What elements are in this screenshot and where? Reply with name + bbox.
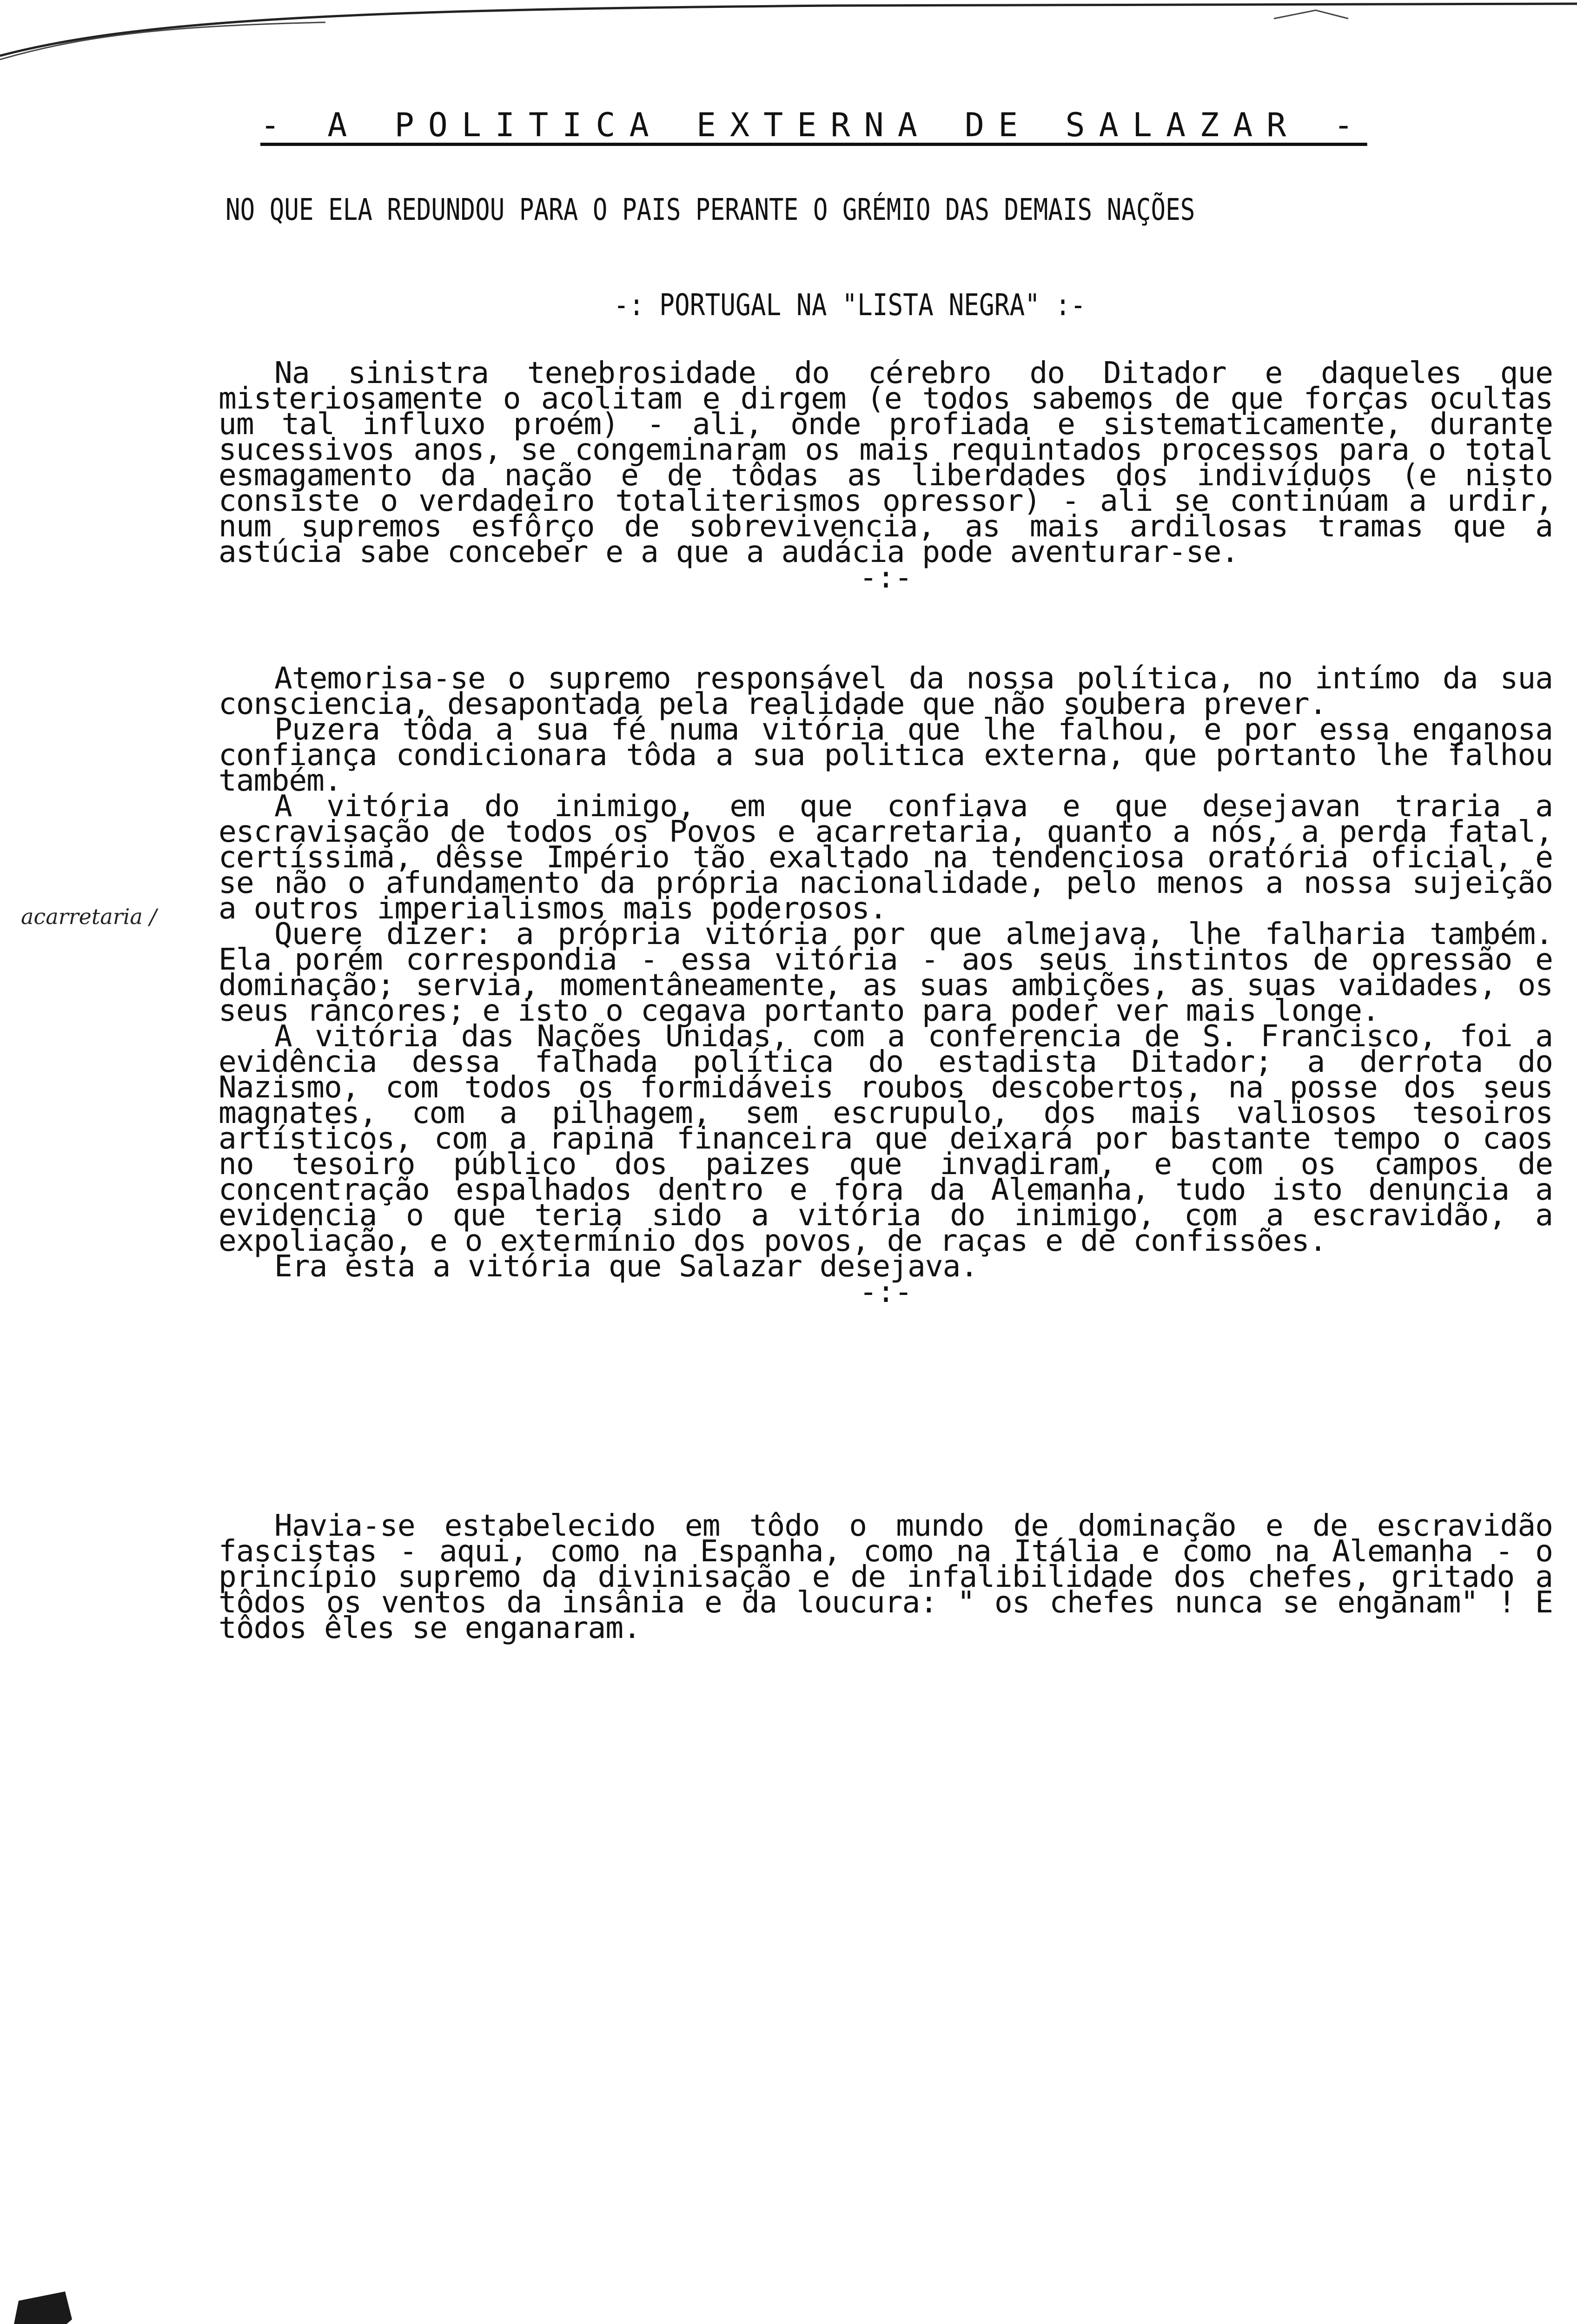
paragraph: Atemorisa-se o supremo responsável da nossa política, no intímo da sua consciencia, desapontada pela realidade que não soubera prever.	[219, 661, 1553, 721]
section-heading: -: PORTUGAL NA "LISTA NEGRA" :-	[614, 288, 1086, 323]
separator: -:-	[859, 1274, 912, 1309]
paragraph: Na sinistra tenebrosidade do cérebro do Ditador e daqueles que misteriosamente o acolitam e dirgem (e todos sabemos de que forças ocultas um tal influxo proém) - ali, onde profiada e sistematicamente, durante sucessivos anos, se congeminaram os mais requintados processos para o total esmagamento da nação e de tôdas as liberdades dos indivíduos (e nisto consiste o verdadeiro totaliterismos opressor) - ali se continúam a urdir, num supremos esfôrço de sobrevivencia, as mais ardilosas tramas que a astúcia sabe conceber e a que a audácia pode aventurar-se.	[219, 356, 1553, 569]
paragraph: Era esta a vitória que Salazar desejava.	[274, 1249, 978, 1284]
paragraph: A vitória das Nações Unidas, com a conferencia de S. Francisco, foi a evidência dessa falhada política do estadista Ditador; a derrota do Nazismo, com todos os formidáveis roubos descobertos, na posse dos seus magnates, com a pilhagem, sem escrupulo, dos mais valiosos tesoiros artísticos, com a rapina financeira que deixará por bastante tempo o caos no tesoiro público dos paizes que invadiram, e com os campos de concentração espalhados dentro e fora da Alemanha, tudo isto denuncia a evidencia o que teria sido a vitória do inimigo, com a escravidão, a expoliação, e o extermínio dos povos, de raças e de confissões.	[219, 1019, 1553, 1258]
scan-blot-artifact	[14, 2291, 74, 2324]
paragraph: Puzera tôda a sua fé numa vitória que lhe falhou, e por essa enganosa confiança condicionara tôda a sua politica externa, que portanto lhe falhou também.	[219, 712, 1553, 798]
body-block-2	[219, 661, 1553, 1309]
body-block-3	[219, 1508, 1553, 1645]
page-curl-artifact	[0, 0, 1577, 65]
handwritten-margin-note: acarretaria /	[21, 904, 157, 929]
document-title: - A POLITICA EXTERNA DE SALAZAR -	[260, 106, 1367, 144]
paragraph: Quere dizer: a própria vitória por que almejava, lhe falharia também. Ela porém correspondia - essa vitória - aos seus instintos de opressão e dominação; servia, momentâneamente, as suas ambições, as suas vaidades, os seus rancores; e isto o cegava portanto para poder ver mais longe.	[219, 917, 1553, 1028]
body-block-1	[219, 356, 1553, 595]
separator: -:-	[859, 560, 912, 595]
paragraph: A vitória do inimigo, em que confiava e que desejavan traria a escravisação de todos os Povos e acarretaria, quanto a nós, a perda fatal, certíssima, dêsse Império tão exaltado na tendenciosa oratória oficial, e se não o afundamento da própria nacionalidade, pelo menos a nossa sujeição a outros imperialismos mais poderosos.	[219, 789, 1553, 926]
document-subtitle: NO QUE ELA REDUNDOU PARA O PAIS PERANTE O GRÉMIO DAS DEMAIS NAÇÕES	[225, 193, 1195, 227]
paragraph: Havia-se estabelecido em tôdo o mundo de dominação e de escravidão fascistas - aqui, como na Espanha, como na Itália e como na Alemanha - o princípio supremo da divinisação e de infalibilidade dos chefes, gritado a tôdos os ventos da insânia e da loucura: " os chefes nunca se enganam" ! E tôdos êles se enganaram.	[219, 1508, 1553, 1645]
